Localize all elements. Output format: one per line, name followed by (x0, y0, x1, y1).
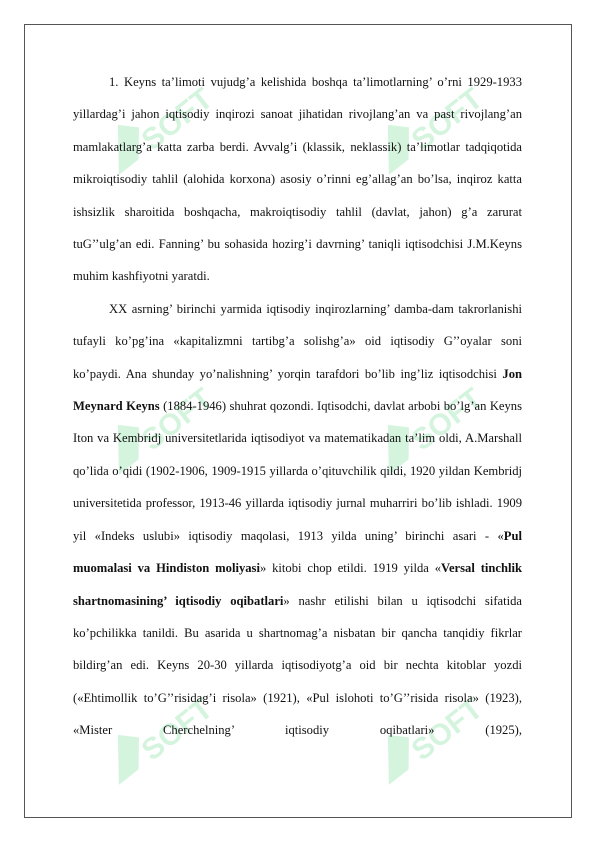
person-name-bold: Jon Meynard Keyns (73, 366, 522, 414)
paragraph-1-text: 1. Keyns ta’limoti vujudg’a kelishida boshqa ta’limotlarning’ o’rni 1929-1933 yillardag’i jahon iqtisodiy inqirozi sanoat jihatidan rivojlang’an va past rivojlang’an mamlakatlarg’a katta zarba berdi. Avvalg’i (klassik, neklassik) ta’limotlar tadqiqotida mikroiqtisodiy tahlil (alohida korxona) asosiy o’rinni eg’allag’an bo’lsa, inqiroz katta ishsizlik sharoitida boshqacha, makroiqtisodiy tahlil (davlat, jahon) g’a zarurat tuG’’ulg’an edi. Fanning’ bu sohasida hozirg’i davrning’ taniqli iqtisodchisi J.M.Keyns muhim kashfiyotni yaratdi. (73, 75, 522, 284)
paragraph-2-text-a: XX asrning’ birinchi yarmida iqtisodiy inqirozlarning’ damba-dam takrorlanishi tufayli ko’pg’ina «kapitalizmni tartibg’a solishg’a» oid iqtisodiy G’’oyalar soni ko’paydi. Ana shunday yo’nalishning’ yorqin tarafdori bo’lib ing’liz iqtisodchisi (73, 301, 522, 381)
svg-text:SOFT: SOFT (135, 692, 219, 768)
paragraph-2-text-b: (1884-1946) shuhrat qozondi. Iqtisodchi, davlat arbobi bo’lg’an Keyns Iton va Kembridj universitetlarida iqtisodiyot va matematikadan ta’lim oldi, A.Marshall qo’lida o’qidi (1902-1906, 1909-1915 yillarda o’qituvchilik qildi, 1920 yildan Kembridj universitetida professor, 1913-46 yillarda iqtisodiy jurnal muharriri bo’lib ishladi. 1909 yil «Indeks uslubi» iqtisodiy maqolasi, 1913 yilda uning’ birinchi asari - « (73, 399, 522, 543)
svg-text:SOFT: SOFT (405, 692, 489, 768)
paragraph-2 (73, 293, 522, 747)
book-title-2-bold: Versal tinchlik shartnomasining’ iqtisodiy oqibatlari (73, 561, 522, 608)
document-body (73, 66, 522, 747)
svg-text:SOFT: SOFT (135, 82, 219, 158)
svg-text:SOFT: SOFT (405, 382, 489, 458)
paragraph-2-text-c: » kitobi chop etildi. 1919 yilda « (259, 561, 442, 576)
book-title-1-bold: Pul muomalasi va Hindiston moliyasi (73, 528, 522, 576)
paragraph-1 (73, 66, 522, 293)
svg-text:SOFT: SOFT (135, 382, 219, 458)
paragraph-2-text-d: » nashr etilishi bilan u iqtisodchi sifatida ko’pchilikka tanildi. Bu asarida u shartnomag’a nisbatan bir qancha tanqidiy fikrlar bildirg’an edi. Keyns 20-30 yillarda iqtisodiyotg’a oid bir nechta kitoblar yozdi («Ehtimollik to’G’’risidag’i risola» (1921), «Pul islohoti to’G’’risida risola» (1923), «Mister Cherchelning’ iqtisodiy oqibatlari» (1925), (73, 593, 522, 738)
svg-text:SOFT: SOFT (405, 82, 489, 158)
